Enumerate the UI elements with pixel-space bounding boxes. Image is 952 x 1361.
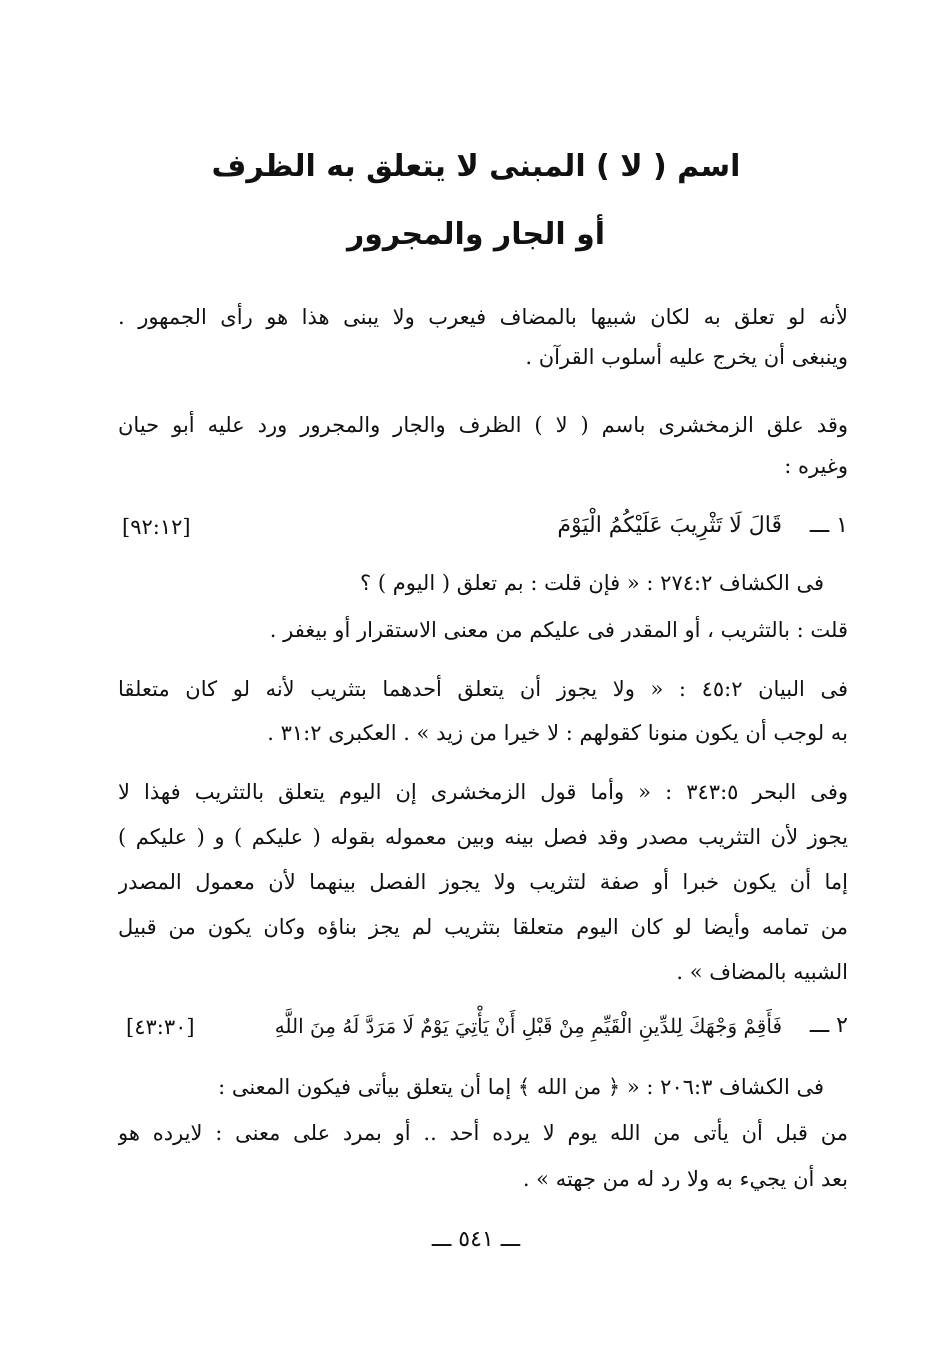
bayan-note-line-2: به لوجب أن يكون منونا كقولهم : لا خيرا من زيد » . العكبرى ٣١:٢ . bbox=[267, 721, 848, 745]
page-title-line-1: اسم ( لا ) المبنى لا يتعلق به الظرف bbox=[211, 149, 741, 184]
kashshaf-note-2-line-1: فى الكشاف ٢٠٦:٣ : « ﴿ من الله ﴾ إما أن يتعلق بيأتى فيكون المعنى : bbox=[218, 1075, 824, 1099]
example-2-number: ٢ ـــ bbox=[809, 1013, 848, 1038]
kashshaf-note-2-line-3: بعد أن يجيء به ولا رد له من جهته » . bbox=[522, 1167, 848, 1191]
example-2-verse: فَأَقِمْ وَجْهَكَ لِلدِّينِ الْقَيِّمِ مِنْ قَبْلِ أَنْ يَأْتِيَ يَوْمٌ لَا مَرَدَّ لَهُ مِنَ اللَّهِ bbox=[274, 1014, 782, 1038]
bahr-note-line-2: يجوز لأن التثريب مصدر وقد فصل بينه وبين معموله بقوله ( عليكم ) و ( عليكم ) bbox=[118, 825, 848, 849]
bayan-note-line-1: فى البيان ٤٥:٢ : « ولا يجوز أن يتعلق أحدهما بتثريب لأنه لو كان متعلقا bbox=[118, 677, 848, 701]
example-1-number: ١ ـــ bbox=[809, 513, 848, 538]
bahr-note-line-1: وفى البحر ٣٤٣:٥ : « وأما قول الزمخشرى إن اليوم يتعلق بالتثريب فهذا لا bbox=[118, 780, 848, 804]
kashshaf-note-line-1: فى الكشاف ٢٧٤:٢ : « فإن قلت : بم تعلق ( اليوم ) ؟ bbox=[360, 571, 824, 595]
example-2-reference: [٤٣:٣٠] bbox=[126, 1015, 195, 1039]
paragraph-1-line-1: لأنه لو تعلق به لكان شبيها بالمضاف فيعرب ولا يبنى هذا هو رأى الجمهور . bbox=[118, 305, 848, 329]
page-title-line-2: أو الجار والمجرور bbox=[346, 217, 606, 252]
example-1-reference: [٩٢:١٢] bbox=[122, 515, 191, 539]
paragraph-2-line-1: وقد علق الزمخشرى باسم ( لا ) الظرف والجار والمجرور ورد عليه أبو حيان bbox=[118, 413, 848, 437]
kashshaf-note-2-line-2: من قبل أن يأتى من الله يوم لا يرده أحد .. أو بمرد على معنى : لايرده هو bbox=[118, 1121, 848, 1145]
kashshaf-note-line-2: قلت : بالتثريب ، أو المقدر فى عليكم من معنى الاستقرار أو بيغفر . bbox=[269, 618, 848, 642]
bahr-note-line-4: من تمامه وأيضا لو كان اليوم متعلقا بتثريب لم يجز بناؤه وكان يكون من قبيل bbox=[118, 915, 848, 939]
page-number: ـــ ٥٤١ ـــ bbox=[431, 1227, 521, 1252]
example-1-verse: قَالَ لَا تَثْرِيبَ عَلَيْكُمُ الْيَوْمَ bbox=[557, 513, 782, 538]
bahr-note-line-3: إما أن يكون خبرا أو صفة لتثريب ولا يجوز الفصل بينهما لأن معمول المصدر bbox=[118, 870, 848, 894]
paragraph-2-line-2: وغيره : bbox=[784, 454, 848, 478]
paragraph-1-line-2: وينبغى أن يخرج عليه أسلوب القرآن . bbox=[525, 345, 848, 369]
bahr-note-line-5: الشبيه بالمضاف » . bbox=[676, 960, 848, 984]
